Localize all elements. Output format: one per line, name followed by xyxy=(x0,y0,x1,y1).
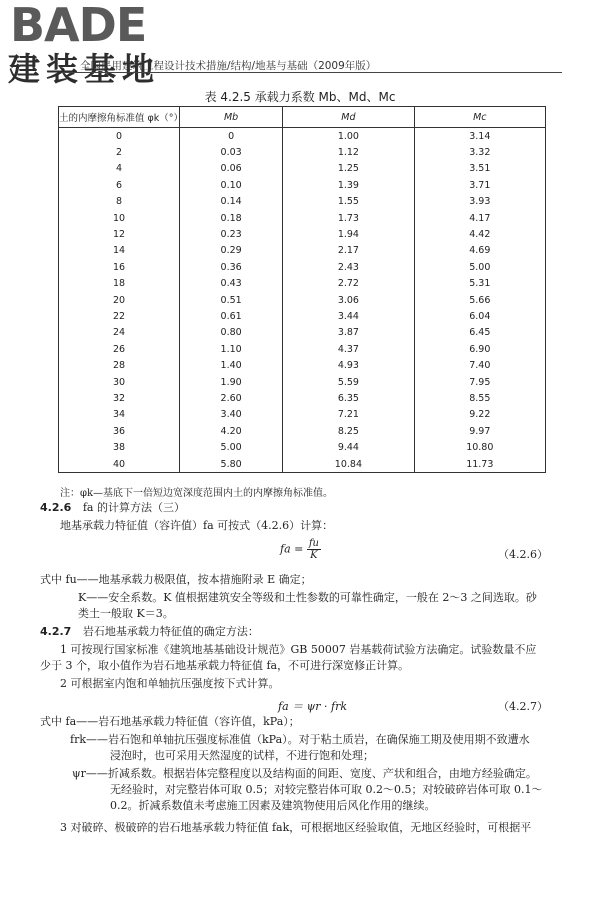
table-cell: 28 xyxy=(59,357,180,373)
table-cell: 4 xyxy=(59,161,180,177)
table-title: 表 4.2.5 承载力系数 Mb、Md、Mc xyxy=(204,90,396,104)
table-cell: 0.14 xyxy=(180,194,283,210)
table-cell: 4.17 xyxy=(414,210,545,226)
table-row xyxy=(59,194,546,210)
table-cell: 6 xyxy=(59,177,180,193)
table-cell: 0.80 xyxy=(180,325,283,341)
fraction-denominator: K xyxy=(310,550,318,561)
running-header: 全国民用建筑工程设计技术措施/结构/地基与基础（2009年版） xyxy=(80,60,377,72)
table-cell: 6.90 xyxy=(414,341,545,357)
table-cell: 2.60 xyxy=(180,390,283,406)
table-cell: 3.32 xyxy=(414,144,545,160)
table-row xyxy=(59,308,546,324)
formula-4-2-7: fa ＝ ψr · frk xyxy=(278,700,347,713)
where-line: 浸泡时，也可采用天然湿度的试样，不进行饱和处理； xyxy=(110,749,374,762)
table-cell: 10.80 xyxy=(414,439,545,455)
section-4-2-6-intro: 地基承载力特征值（容许值）fa 可按式（4.2.6）计算： xyxy=(60,519,334,532)
table-row xyxy=(59,439,546,455)
table-cell: 7.40 xyxy=(414,357,545,373)
table-cell: 0.18 xyxy=(180,210,283,226)
table-header-row xyxy=(59,107,546,128)
paragraph: 1 可按现行国家标准《建筑地基基础设计规范》GB 50007 岩基载荷试验方法确定。试验数量不应 xyxy=(60,643,537,656)
table-row xyxy=(59,177,546,193)
table-cell: 5.59 xyxy=(283,374,414,390)
table-cell: 0 xyxy=(180,128,283,145)
table-cell: 16 xyxy=(59,259,180,275)
where-line: K——安全系数。K 值根据建筑安全等级和土性参数的可靠性确定，一般在 2～3 之间选取。砂 xyxy=(78,591,537,604)
where-line: 0.2。折减系数值未考虑施工因素及建筑物使用后风化作用的继续。 xyxy=(110,799,436,812)
table-cell: 2.17 xyxy=(283,243,414,259)
table-cell: 1.10 xyxy=(180,341,283,357)
where-line: 式中 fu——地基承载力极限值，按本措施附录 E 确定； xyxy=(40,573,312,586)
table-row xyxy=(59,161,546,177)
table-cell: 1.94 xyxy=(283,226,414,242)
table-cell: 18 xyxy=(59,276,180,292)
col-header-mc: Mc xyxy=(414,107,545,128)
table-cell: 2.43 xyxy=(283,259,414,275)
table-cell: 9.22 xyxy=(414,407,545,423)
table-cell: 1.73 xyxy=(283,210,414,226)
table-cell: 10.84 xyxy=(283,456,414,473)
table-cell: 0.43 xyxy=(180,276,283,292)
table-cell: 0.03 xyxy=(180,144,283,160)
table-cell: 3.44 xyxy=(283,308,414,324)
table-cell: 9.44 xyxy=(283,439,414,455)
col-header-mb: Mb xyxy=(180,107,283,128)
table-cell: 38 xyxy=(59,439,180,455)
table-cell: 2.72 xyxy=(283,276,414,292)
table-row xyxy=(59,374,546,390)
header-rule xyxy=(62,72,562,73)
table-cell: 1.12 xyxy=(283,144,414,160)
table-cell: 3.14 xyxy=(414,128,545,145)
table-cell: 32 xyxy=(59,390,180,406)
table-row xyxy=(59,243,546,259)
logo-bade: BADE xyxy=(10,0,147,52)
table-cell: 0.29 xyxy=(180,243,283,259)
where-line: frk——岩石饱和单轴抗压强度标准值（kPa）。对于粘土质岩，在确保施工期及使用期不致遭水 xyxy=(70,733,530,746)
table-cell: 3.40 xyxy=(180,407,283,423)
table-cell: 5.66 xyxy=(414,292,545,308)
table-cell: 8.55 xyxy=(414,390,545,406)
table-cell: 0.36 xyxy=(180,259,283,275)
section-4-2-6-heading xyxy=(40,500,185,515)
table-cell: 12 xyxy=(59,226,180,242)
where-line: 无经验时，对完整岩体可取 0.5；对较完整岩体可取 0.2～0.5；对较破碎岩体可取 0.1～ xyxy=(110,783,543,796)
table-cell: 30 xyxy=(59,374,180,390)
coefficient-table xyxy=(58,106,546,473)
paragraph: 少于 3 个，取小值作为岩石地基承载力特征值 fa，不可进行深宽修正计算。 xyxy=(40,659,410,672)
table-cell: 1.25 xyxy=(283,161,414,177)
section-title: 岩石地基承载力特征值的确定方法： xyxy=(82,625,259,638)
equation-number: （4.2.6） xyxy=(498,548,548,561)
table-cell: 22 xyxy=(59,308,180,324)
table-cell: 14 xyxy=(59,243,180,259)
table-cell: 26 xyxy=(59,341,180,357)
table-row xyxy=(59,210,546,226)
table-cell: 2 xyxy=(59,144,180,160)
where-line: ψr——折减系数。根据岩体完整程度以及结构面的间距、宽度、产状和组合，由地方经验确定。 xyxy=(72,767,537,780)
table-cell: 5.00 xyxy=(414,259,545,275)
table-row xyxy=(59,226,546,242)
table-row xyxy=(59,276,546,292)
table-cell: 8 xyxy=(59,194,180,210)
table-cell: 0.06 xyxy=(180,161,283,177)
table-row xyxy=(59,325,546,341)
table-cell: 4.93 xyxy=(283,357,414,373)
table-cell: 1.00 xyxy=(283,128,414,145)
table-row xyxy=(59,259,546,275)
table-cell: 6.45 xyxy=(414,325,545,341)
table-cell: 7.21 xyxy=(283,407,414,423)
table-cell: 3.93 xyxy=(414,194,545,210)
paragraph: 2 可根据室内饱和单轴抗压强度按下式计算。 xyxy=(60,677,280,690)
table-row xyxy=(59,341,546,357)
table-cell: 24 xyxy=(59,325,180,341)
table-cell: 4.37 xyxy=(283,341,414,357)
fraction-numerator: fu xyxy=(308,538,319,549)
table-cell: 3.06 xyxy=(283,292,414,308)
table-row xyxy=(59,456,546,473)
table-cell: 3.71 xyxy=(414,177,545,193)
logo-cn: 建装基地 xyxy=(8,50,161,88)
table-cell: 0.51 xyxy=(180,292,283,308)
table-note: 注：φk—基底下一倍短边宽深度范围内土的内摩擦角标准值。 xyxy=(60,488,334,499)
table-cell: 36 xyxy=(59,423,180,439)
table-cell: 11.73 xyxy=(414,456,545,473)
table-cell: 3.87 xyxy=(283,325,414,341)
formula-lhs: fa = xyxy=(280,542,304,556)
table-cell: 20 xyxy=(59,292,180,308)
table-cell: 5.31 xyxy=(414,276,545,292)
table-row xyxy=(59,144,546,160)
table-cell: 6.04 xyxy=(414,308,545,324)
formula-fraction xyxy=(307,538,321,561)
table-cell: 1.90 xyxy=(180,374,283,390)
table-cell: 5.00 xyxy=(180,439,283,455)
table-cell: 1.39 xyxy=(283,177,414,193)
table-cell: 6.35 xyxy=(283,390,414,406)
table-row xyxy=(59,407,546,423)
table-cell: 9.97 xyxy=(414,423,545,439)
formula-4-2-6 xyxy=(280,538,321,561)
table-cell: 8.25 xyxy=(283,423,414,439)
section-number: 4.2.6 xyxy=(40,501,72,514)
table-cell: 4.20 xyxy=(180,423,283,439)
paragraph: 3 对破碎、极破碎的岩石地基承载力特征值 fak，可根据地区经验取值，无地区经验时，可根据平 xyxy=(60,821,532,834)
table-cell: 7.95 xyxy=(414,374,545,390)
section-number: 4.2.7 xyxy=(40,625,72,638)
table-cell: 34 xyxy=(59,407,180,423)
table-row xyxy=(59,357,546,373)
table-cell: 0.10 xyxy=(180,177,283,193)
table-cell: 40 xyxy=(59,456,180,473)
table-cell: 0.61 xyxy=(180,308,283,324)
col-header-phi: 土的内摩擦角标准值 φk（°） xyxy=(59,107,180,128)
table-row xyxy=(59,292,546,308)
table-cell: 3.51 xyxy=(414,161,545,177)
table-cell: 1.40 xyxy=(180,357,283,373)
table-cell: 0.23 xyxy=(180,226,283,242)
where-line: 类土一般取 K＝3。 xyxy=(78,607,174,620)
table-cell: 1.55 xyxy=(283,194,414,210)
where-line: 式中 fa——岩石地基承载力特征值（容许值，kPa）； xyxy=(40,715,300,728)
table-cell: 10 xyxy=(59,210,180,226)
table-cell: 4.42 xyxy=(414,226,545,242)
col-header-md: Md xyxy=(283,107,414,128)
table-row xyxy=(59,423,546,439)
table-cell: 5.80 xyxy=(180,456,283,473)
table-cell: 4.69 xyxy=(414,243,545,259)
table-cell: 0 xyxy=(59,128,180,145)
section-title: fa 的计算方法（三） xyxy=(82,501,185,514)
section-4-2-7-heading xyxy=(40,624,259,639)
equation-number: （4.2.7） xyxy=(498,700,548,713)
table-row xyxy=(59,390,546,406)
table-row xyxy=(59,128,546,145)
